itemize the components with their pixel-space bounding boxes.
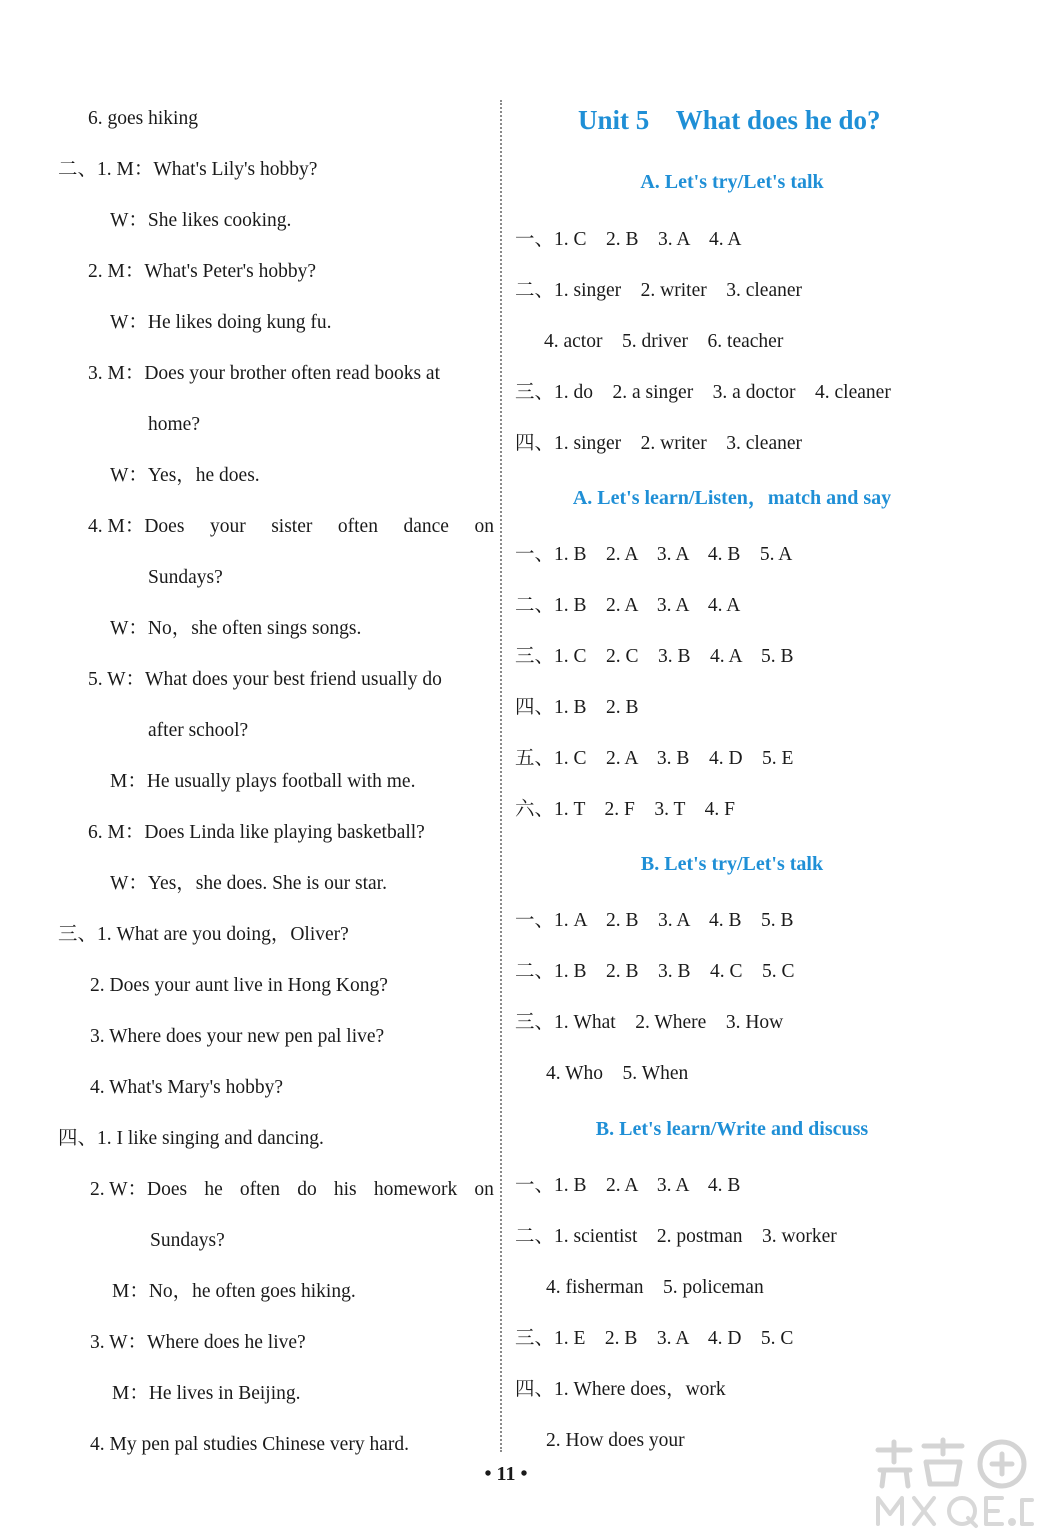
word: his xyxy=(333,1179,357,1200)
answer-line: Sundays? xyxy=(148,567,223,588)
answer-line: 2. M：What's Peter's hobby? xyxy=(88,261,316,282)
word: do xyxy=(297,1179,317,1200)
answer-line: 二、1. scientist 2. postman 3. worker xyxy=(515,1226,837,1247)
word: often xyxy=(337,516,378,537)
answer-line: 3. W：Where does he live? xyxy=(90,1332,306,1353)
answer-line: 二、1. B 2. B 3. B 4. C 5. C xyxy=(515,961,795,982)
answer-line: after school? xyxy=(148,720,249,741)
answer-line: 3. Where does your new pen pal live? xyxy=(90,1026,385,1047)
answer-line: home? xyxy=(148,414,200,435)
answer-line: W：No，she often sings songs. xyxy=(110,618,362,639)
answer-line: Sundays? xyxy=(150,1230,225,1251)
word: he xyxy=(204,1179,223,1200)
answer-line: 四、1. B 2. B xyxy=(515,697,639,718)
answer-line: 四、1. singer 2. writer 3. cleaner xyxy=(515,433,802,454)
answer-line: 一、1. A 2. B 3. A 4. B 5. B xyxy=(515,910,794,931)
column-divider xyxy=(500,100,502,1452)
answer-line: 五、1. C 2. A 3. B 4. D 5. E xyxy=(515,748,794,769)
watermark-logo xyxy=(870,1436,1035,1531)
answer-line: 4. fisherman 5. policeman xyxy=(546,1277,764,1298)
page-number: • 11 • xyxy=(484,1463,528,1485)
answer-line: 一、1. B 2. A 3. A 4. B 5. A xyxy=(515,544,793,565)
answer-line: 4. What's Mary's hobby? xyxy=(90,1077,283,1098)
word: 4. M：Does xyxy=(88,516,185,537)
answer-line: 5. W：What does your best friend usually do xyxy=(88,669,442,690)
answer-line: 6. M：Does Linda like playing basketball? xyxy=(88,822,425,843)
answer-line: 三、1. What 2. Where 3. How xyxy=(515,1012,784,1033)
answer-line: 2. How does your xyxy=(546,1430,685,1451)
answer-line: 2. Does your aunt live in Hong Kong? xyxy=(90,975,388,996)
answer-line: 一、1. B 2. A 3. A 4. B xyxy=(515,1175,741,1196)
answer-line: 四、1. Where does，work xyxy=(515,1379,726,1400)
answer-line: W：Yes，he does. xyxy=(110,465,260,486)
section-heading: B. Let's learn/Write and discuss xyxy=(595,1118,869,1140)
word: on xyxy=(474,516,494,537)
answer-line: 4. My pen pal studies Chinese very hard. xyxy=(90,1434,409,1455)
answer-line: 四、1. I like singing and dancing. xyxy=(58,1128,324,1149)
word: your xyxy=(209,516,246,537)
answer-line: W：He likes doing kung fu. xyxy=(110,312,332,333)
section-heading: A. Let's try/Let's talk xyxy=(640,171,824,193)
section-heading: B. Let's try/Let's talk xyxy=(640,853,824,875)
answer-line: 3. M：Does your brother often read books at xyxy=(88,363,440,384)
word: on xyxy=(474,1179,494,1200)
answer-line: W：She likes cooking. xyxy=(110,210,292,231)
word: homework xyxy=(373,1179,458,1200)
answer-line-justified xyxy=(88,515,494,539)
word: dance xyxy=(403,516,449,537)
answer-line: 二、1. B 2. A 3. A 4. A xyxy=(515,595,741,616)
word: sister xyxy=(271,516,313,537)
answer-line: 6. goes hiking xyxy=(88,108,198,129)
answer-line-justified xyxy=(90,1178,494,1202)
answer-line: M：He lives in Beijing. xyxy=(112,1383,301,1404)
answer-line: W：Yes，she does. She is our star. xyxy=(110,873,387,894)
answer-line: 二、1. M：What's Lily's hobby? xyxy=(58,159,318,180)
answer-line: 三、1. E 2. B 3. A 4. D 5. C xyxy=(515,1328,794,1349)
word: often xyxy=(239,1179,280,1200)
unit-title: Unit 5 What does he do? xyxy=(578,105,881,135)
answer-line: 4. Who 5. When xyxy=(546,1063,689,1084)
answer-line: 三、1. do 2. a singer 3. a doctor 4. cleaner xyxy=(515,382,891,403)
answer-line: M：He usually plays football with me. xyxy=(110,771,416,792)
answer-line: 六、1. T 2. F 3. T 4. F xyxy=(515,799,735,820)
section-heading: A. Let's learn/Listen，match and say xyxy=(572,487,892,509)
answer-line: 三、1. C 2. C 3. B 4. A 5. B xyxy=(515,646,794,667)
answer-line: 二、1. singer 2. writer 3. cleaner xyxy=(515,280,802,301)
word: 2. W：Does xyxy=(90,1179,188,1200)
answer-line: 三、1. What are you doing，Oliver? xyxy=(58,924,349,945)
answer-line: 一、1. C 2. B 3. A 4. A xyxy=(515,229,742,250)
answer-line: M：No，he often goes hiking. xyxy=(112,1281,356,1302)
answer-line: 4. actor 5. driver 6. teacher xyxy=(544,331,784,352)
